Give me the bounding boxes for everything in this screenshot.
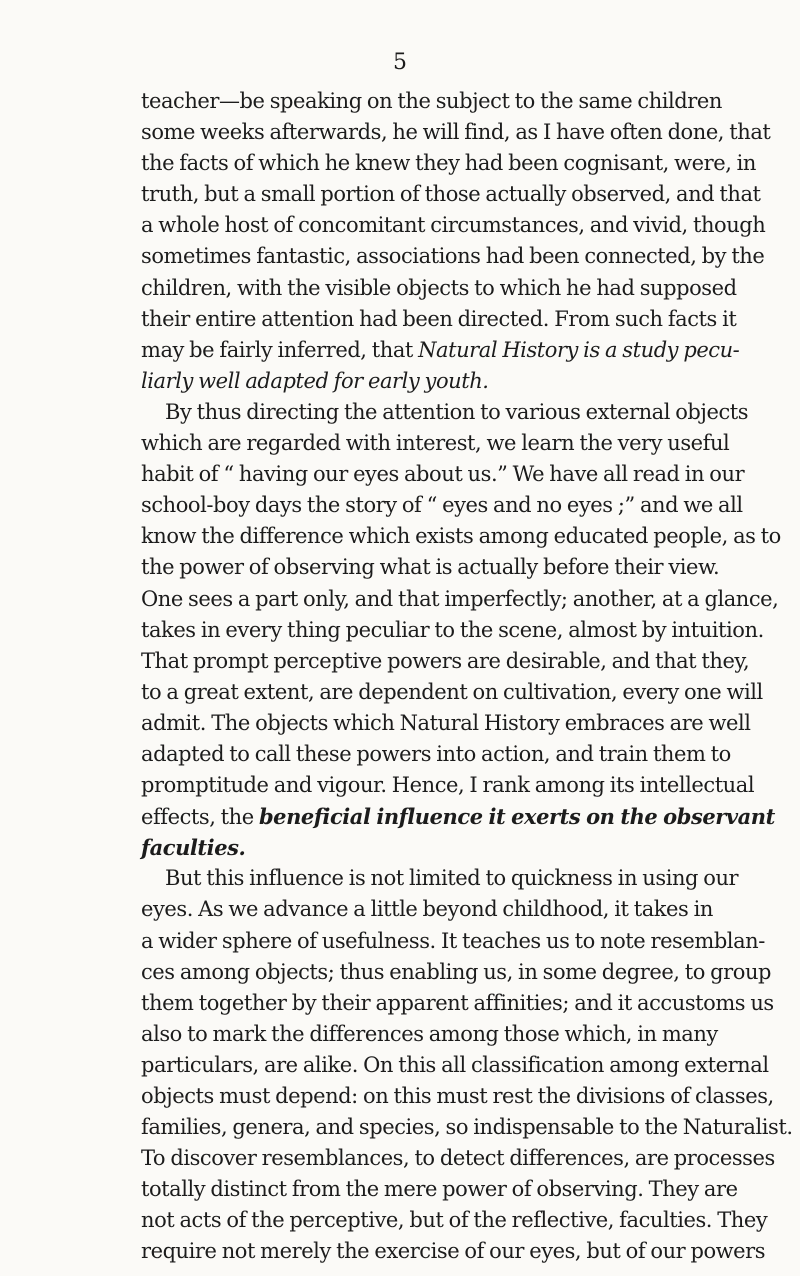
emphasis-text: beneficial influence it exerts on the observant [258, 804, 775, 830]
text-segment: them together by their apparent affinities; and it accustoms us [141, 990, 774, 1015]
text-segment: their entire attention had been directed. From such facts it [141, 306, 737, 331]
text-segment: promptitude and vigour. Hence, I rank among its intellectual [141, 773, 755, 798]
text-line [141, 210, 766, 241]
text-segment: which are regarded with interest, we learn the very useful [141, 431, 730, 456]
text-segment: a wider sphere of usefulness. It teaches us to note resemblan- [141, 928, 765, 953]
text-line [141, 521, 781, 552]
text-segment: know the difference which exists among educated people, as to [141, 524, 781, 549]
text-line [141, 988, 774, 1019]
emphasis-text: faculties. [141, 835, 246, 861]
text-segment: teacher—be speaking on the subject to the same children [141, 89, 722, 113]
text-segment: But this influence is not limited to quickness in using our [165, 866, 739, 891]
page-number: 5 [393, 50, 407, 75]
text-line [141, 677, 763, 708]
text-segment: may be fairly inferred, that [141, 337, 419, 362]
text-line [141, 1205, 768, 1236]
text-line [141, 1081, 774, 1112]
text-segment: a whole host of concomitant circumstances, and vivid, though [141, 213, 766, 238]
text-segment: totally distinct from the mere power of observing. They are [141, 1177, 738, 1202]
text-line [141, 1050, 769, 1081]
text-segment: the facts of which he knew they had been cognisant, were, in [141, 151, 756, 176]
text-line [141, 304, 737, 335]
text-line [141, 801, 775, 832]
text-line [141, 894, 713, 925]
text-segment: also to mark the differences among those which, in many [141, 1021, 718, 1046]
text-segment: some weeks afterwards, he will find, as I have often done, that [141, 120, 771, 145]
text-line [141, 459, 745, 490]
text-line [141, 86, 722, 117]
text-line [141, 397, 749, 428]
emphasis-text: Natural History is a study pecu- [418, 337, 740, 362]
text-line [141, 366, 681, 397]
text-line [141, 832, 681, 863]
text-line [141, 148, 756, 179]
emphasis-text: liarly well adapted for early youth. [141, 368, 489, 393]
text-segment: eyes. As we advance a little beyond childhood, it takes in [141, 897, 713, 922]
text-line [141, 1019, 718, 1050]
text-line [141, 241, 765, 272]
text-segment: children, with the visible objects to which he had supposed [141, 275, 737, 300]
text-segment: school-boy days the story of “ eyes and no eyes ;” and we all [141, 493, 743, 518]
text-line [141, 428, 730, 459]
text-segment: habit of “ having our eyes about us.” We have all read in our [141, 462, 745, 487]
text-segment: not acts of the perceptive, but of the reflective, faculties. They [141, 1208, 768, 1233]
text-line [141, 117, 771, 148]
text-line [141, 490, 743, 521]
text-line [141, 1236, 766, 1267]
text-line [141, 584, 779, 615]
text-line [141, 1143, 775, 1174]
text-line [141, 615, 764, 646]
text-segment: particulars, are alike. On this all classification among external [141, 1052, 769, 1077]
text-line [141, 926, 765, 957]
text-segment: to a great extent, are dependent on cultivation, every one will [141, 679, 763, 704]
text-line [141, 1112, 793, 1143]
text-segment: effects, the [141, 805, 259, 830]
text-segment: families, genera, and species, so indispensable to the Naturalist. [141, 1115, 793, 1140]
text-segment: objects must depend: on this must rest the divisions of classes, [141, 1084, 774, 1108]
text-line [141, 646, 750, 677]
text-segment: That prompt perceptive powers are desirable, and that they, [141, 648, 750, 673]
text-segment: ces among objects; thus enabling us, in some degree, to group [141, 959, 772, 984]
text-segment: To discover resemblances, to detect differences, are processes [141, 1146, 775, 1171]
text-line [141, 863, 739, 894]
text-segment: By thus directing the attention to various external objects [165, 399, 749, 424]
body-text [141, 86, 793, 1268]
text-segment: truth, but a small portion of those actually observed, and that [141, 182, 761, 207]
text-segment: adapted to call these powers into action, and train them to [141, 741, 731, 766]
text-segment: takes in every thing peculiar to the scene, almost by intuition. [141, 617, 764, 642]
text-segment: admit. The objects which Natural History embraces are well [141, 710, 751, 735]
text-line [141, 273, 737, 304]
text-line [141, 552, 720, 583]
text-segment: require not merely the exercise of our eyes, but of our powers [141, 1239, 766, 1264]
text-line [141, 708, 751, 739]
text-line [141, 1174, 738, 1205]
text-line [141, 335, 740, 366]
text-line [141, 957, 772, 988]
text-segment: One sees a part only, and that imperfectly; another, at a glance, [141, 586, 779, 611]
text-line [141, 179, 761, 210]
text-line [141, 739, 731, 770]
text-segment: the power of observing what is actually before their view. [141, 555, 720, 580]
text-line [141, 770, 755, 801]
text-segment: sometimes fantastic, associations had been connected, by the [141, 244, 765, 269]
